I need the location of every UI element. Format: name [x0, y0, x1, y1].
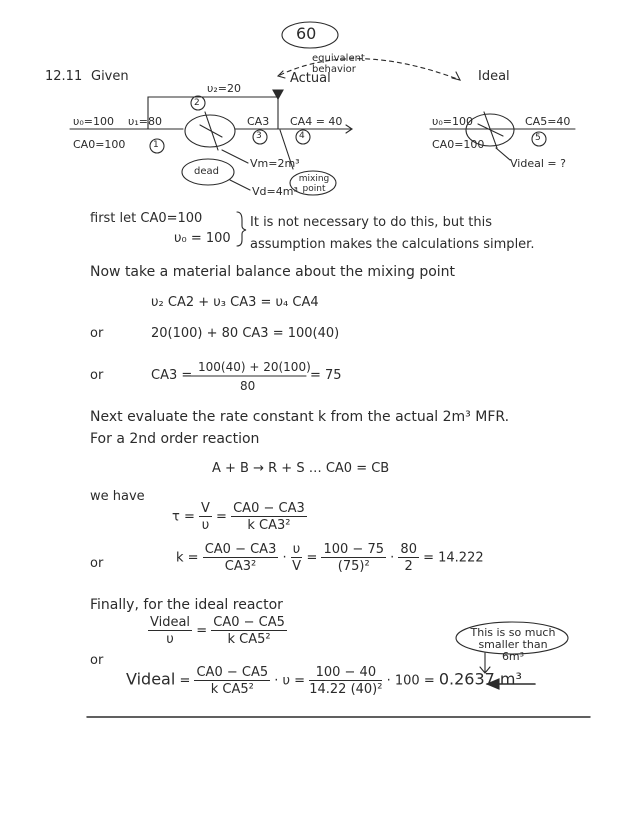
k-fraction-3 — [321, 543, 386, 573]
k-fraction-4-den: 2 — [404, 559, 413, 574]
or-label-1: or — [90, 326, 104, 341]
reaction-equation: A + B → R + S … CA0 = CB — [212, 461, 390, 476]
tau-fraction-2-den: k CA3² — [247, 518, 291, 533]
rate-intro-line-2: For a 2nd order reaction — [90, 431, 260, 447]
k-fraction-1-num: CA0 − CA3 — [204, 542, 277, 557]
bypass-mixer-symbol — [273, 90, 283, 99]
vid-fraction-1-den: υ — [166, 632, 174, 647]
tau-fraction-1-den: υ — [201, 518, 210, 533]
tau-fraction-1 — [199, 502, 212, 532]
v-fraction-2-num: 100 − 40 — [309, 666, 382, 681]
v-lhs: Videal — [126, 669, 176, 689]
v-fraction-2-den: 14.22 (40)² — [309, 682, 383, 697]
k-fraction-3-num: 100 − 75 — [323, 542, 384, 557]
we-have-label: we have — [90, 489, 145, 504]
videal-arrow — [496, 148, 510, 160]
k-dot: · — [282, 550, 287, 566]
first-let-line-1: first let CA0=100 — [90, 211, 203, 226]
vid-fraction-2-num: CA0 − CA5 — [213, 615, 285, 630]
reactor-stirrer — [200, 112, 222, 150]
note-small: This is so much smaller than 6m³ — [470, 626, 556, 663]
v0-label: υ₀=100 — [73, 115, 114, 128]
balance-equation: υ₂ CA2 + υ₃ CA3 = υ₄ CA4 — [151, 295, 319, 310]
tau-lhs: τ = — [172, 509, 195, 525]
note-line-1: It is not necessary to do this, but this — [250, 215, 493, 230]
ideal-label: Ideal — [478, 69, 510, 84]
tau-fraction-2 — [231, 502, 307, 532]
equivalent-behavior-label: equivalent behavior — [312, 53, 365, 75]
k-result: = 14.222 — [423, 550, 484, 566]
node-5-label: 5 — [535, 133, 541, 143]
k-fraction-4-num: 80 — [400, 542, 417, 557]
vid-eq: = — [196, 623, 208, 639]
k-equation — [176, 543, 484, 573]
vid-fraction-1 — [148, 616, 192, 646]
page-number-circle — [282, 22, 338, 48]
vm-label: Vm=2m³ — [250, 157, 300, 170]
k-fraction-4 — [398, 543, 419, 573]
k-fraction-2-den: V — [292, 559, 301, 574]
k-fraction-1 — [203, 543, 279, 573]
ca3-denominator: 80 — [240, 379, 256, 393]
node-2-label: 2 — [194, 98, 200, 108]
ca4-label: CA4 = 40 — [290, 115, 343, 128]
ca3-numerator: 100(40) + 20(100) — [198, 360, 311, 374]
node-3-label: 3 — [256, 131, 262, 141]
ca3-label: CA3 — [247, 115, 270, 128]
v-result: 0.2637 m³ — [438, 669, 522, 689]
k-fraction-2 — [291, 543, 303, 573]
v-fraction-1-num: CA0 − CA5 — [196, 665, 269, 680]
tau-equation — [172, 502, 307, 532]
k-dot-2: · — [390, 550, 395, 566]
k-fraction-3-den: (75)² — [337, 559, 370, 574]
v2-label: υ₂=20 — [207, 82, 241, 95]
v-fraction-1 — [194, 666, 270, 696]
finally-label: Finally, for the ideal reactor — [90, 597, 283, 613]
given-label: Given — [91, 69, 129, 84]
equivalent-arrow-right — [452, 72, 460, 80]
k-lhs: k = — [176, 550, 199, 566]
videal-ratio-equation — [148, 616, 287, 646]
actual-label: Actual — [290, 71, 331, 86]
vid-fraction-2-den: k CA5² — [227, 632, 271, 647]
ca3-result: = 75 — [310, 368, 342, 383]
problem-number: 12.11 — [45, 69, 83, 84]
v1-label: υ₁=80 — [128, 115, 162, 128]
videal-question-label: Videal = ? — [510, 157, 566, 170]
vd-arrow — [230, 180, 250, 190]
or-label-2: or — [90, 368, 104, 383]
rate-intro-line-1: Next evaluate the rate constant k from the actual 2m³ MFR. — [90, 409, 510, 425]
vid-fraction-2 — [211, 616, 287, 646]
k-fraction-2-num: υ — [292, 542, 301, 557]
v-dot: · υ = — [274, 673, 306, 689]
v-eq: = — [179, 673, 191, 689]
note-line-2: assumption makes the calculations simpler. — [250, 237, 535, 252]
mixing-point-label: mixing point — [298, 174, 330, 194]
tau-fraction-1-num: V — [201, 501, 210, 516]
vid-fraction-1-num: Videal — [150, 615, 191, 630]
first-let-brace — [237, 212, 246, 246]
ideal-v0-label: υ₀=100 — [432, 115, 473, 128]
first-let-line-2: υ₀ = 100 — [174, 231, 231, 246]
ideal-ca0-label: CA0=100 — [432, 138, 485, 151]
balance-intro: Now take a material balance about the mixing point — [90, 264, 456, 280]
balance-numeric: 20(100) + 80 CA3 = 100(40) — [151, 326, 340, 341]
or-label-3: or — [90, 556, 104, 571]
v-fraction-2 — [309, 666, 382, 696]
vm-arrow — [222, 150, 248, 163]
vd-label: Vd=4m³ — [252, 185, 298, 198]
videal-final-equation — [126, 666, 522, 696]
v-fraction-1-den: k CA5² — [210, 682, 254, 697]
tau-eq: = — [216, 509, 227, 525]
ca3-lhs: CA3 = — [151, 368, 193, 383]
k-eq: = — [306, 550, 318, 566]
node-1-label: 1 — [153, 140, 159, 150]
page-number: 60 — [296, 24, 317, 43]
or-label-4: or — [90, 653, 104, 668]
ca5-label: CA5=40 — [525, 115, 571, 128]
tau-fraction-2-num: CA0 − CA3 — [233, 501, 305, 516]
k-fraction-1-den: CA3² — [224, 559, 257, 574]
dead-zone-label: dead — [194, 166, 219, 177]
node-4-label: 4 — [299, 131, 305, 141]
v-mult: · 100 = — [386, 673, 435, 689]
ca0-label: CA0=100 — [73, 138, 126, 151]
